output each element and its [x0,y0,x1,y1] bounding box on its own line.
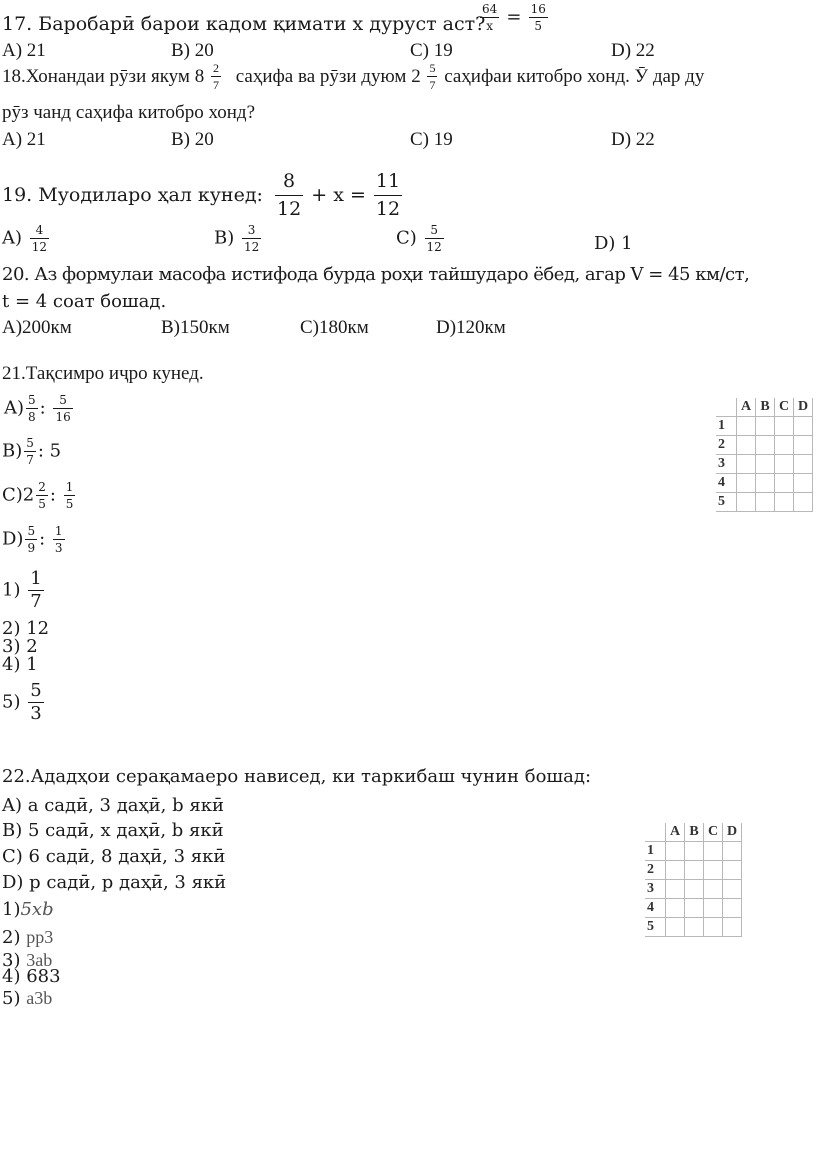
grid-cell[interactable] [775,455,794,474]
q22-item-a: A) a садӣ, 3 даҳӣ, b якӣ [2,795,224,816]
fraction: $\frac{3}{12}$ [243,223,260,254]
q20-option-d[interactable]: D)120км [436,317,506,338]
q22-answer-grid [645,823,742,937]
grid-cell[interactable] [794,436,813,455]
q21-answer-5: 5) $\frac{5}{3}$ [2,680,42,724]
grid-cell[interactable] [685,842,704,861]
grid-cell[interactable] [737,417,756,436]
fraction: $\frac{5}{12}$ [426,223,442,254]
q18-line1: 18.Хонандаи рӯзи якум 8 $\frac{2}{7}$ саҳифа ва рӯзи дуюм 2 $\frac{5}{7}$ саҳифаи китобро хонд. Ӯ дар ду [2,61,705,92]
q21-item-c: C)2 $\frac{2}{5}$ : $\frac{1}{5}$ [2,480,74,511]
fraction: $\frac{5}{16}$ [55,393,71,424]
grid-cell[interactable] [704,899,723,918]
grid-cell[interactable] [775,474,794,493]
q22-answer-5: 5) a3b [2,988,53,1009]
q21-answer-3: 3) 2 [2,636,38,657]
grid-cell[interactable] [756,474,775,493]
q22-answer-1: 1)5xb [2,899,54,920]
q17-text: 17. Баробарӣ барои кадом қимати x дуруст аст? [2,13,486,35]
grid-cell[interactable] [794,455,813,474]
grid-cell[interactable] [737,455,756,474]
grid-cell[interactable] [685,899,704,918]
q17-option-d[interactable]: D) 22 [611,40,655,61]
grid-cell[interactable] [723,899,742,918]
grid-row-header: 2 [716,436,737,455]
grid-cell[interactable] [723,880,742,899]
grid-row-header: 4 [716,474,737,493]
grid-cell[interactable] [685,880,704,899]
grid-cell[interactable] [666,861,685,880]
q21-answer-2: 2) 12 [2,618,50,639]
fraction: $\frac{11}{12}$ [375,170,401,220]
grid-cell[interactable] [666,899,685,918]
fraction: $\frac{5}{8}$ [28,393,36,424]
grid-cell[interactable] [685,918,704,937]
q20-option-b[interactable]: B)150км [161,317,230,338]
grid-cell[interactable] [666,842,685,861]
q21-item-d: D) $\frac{5}{9}$ : $\frac{1}{3}$ [2,524,63,555]
grid-row-header: 5 [645,918,666,937]
grid-row-header: 2 [645,861,666,880]
q21-answer-4: 4) 1 [2,654,38,675]
q21-answer-grid [716,398,813,512]
fraction: $\frac{64}{x}$ [482,2,498,33]
grid-cell[interactable] [756,455,775,474]
grid-row-header: 1 [645,842,666,861]
q19-equation-line: 19. Муодиларо ҳал кунед: $\frac{8}{12}$ + x = $\frac{11}{12}$ [2,170,401,220]
q19-option-b[interactable]: B) $\frac{3}{12}$ [214,223,260,254]
grid-cell[interactable] [666,880,685,899]
grid-cell[interactable] [794,474,813,493]
grid-cell[interactable] [704,842,723,861]
fraction: $\frac{5}{3}$ [30,680,42,724]
grid-row-header: 4 [645,899,666,918]
grid-col-header: A [666,823,685,842]
q22-answer-4: 4) 683 [2,966,61,987]
q22-item-c: C) 6 садӣ, 8 даҳӣ, 3 якӣ [2,846,226,867]
grid-cell[interactable] [704,918,723,937]
grid-corner [645,823,666,842]
fraction: $\frac{1}{5}$ [65,480,74,511]
q21-text: 21.Тақсимро иҷро кунед. [2,363,204,384]
q22-answer-2: 2) pp3 [2,927,54,948]
grid-col-header: C [704,823,723,842]
fraction: $\frac{5}{7}$ [429,61,436,92]
grid-col-header: B [685,823,704,842]
fraction: $\frac{5}{9}$ [27,524,36,555]
q19-option-c[interactable]: C) $\frac{5}{12}$ [396,223,442,254]
q17-equation: $\frac{64}{x}$ = $\frac{16}{5}$ [482,2,546,33]
grid-cell[interactable] [737,493,756,512]
q17-option-a[interactable]: A) 21 [2,40,46,61]
q21-answer-1: 1) $\frac{1}{7}$ [2,568,42,612]
grid-cell[interactable] [723,842,742,861]
fraction: $\frac{5}{7}$ [26,436,34,467]
grid-cell[interactable] [737,436,756,455]
grid-cell[interactable] [704,861,723,880]
grid-cell[interactable] [685,861,704,880]
grid-cell[interactable] [775,417,794,436]
q22-text: 22.Ададҳои серақамаеро нависед, ки таркибаш чунин бошад: [2,766,592,787]
grid-cell[interactable] [723,918,742,937]
grid-col-header: D [794,398,813,417]
q21-item-a: A) $\frac{5}{8}$ : $\frac{5}{16}$ [4,393,71,424]
grid-row-header: 1 [716,417,737,436]
fraction: $\frac{1}{3}$ [54,524,63,555]
grid-cell[interactable] [666,918,685,937]
q22-item-b: B) 5 садӣ, x даҳӣ, b якӣ [2,820,224,841]
grid-col-header: B [756,398,775,417]
q19-option-d[interactable]: D) 1 [594,233,633,254]
q22-item-d: D) p садӣ, p даҳӣ, 3 якӣ [2,872,227,893]
q20-line1: 20. Аз формулаи масофа истифода бурда роҳи тайшударо ёбед, агар V = 45 км/ст, [2,264,750,285]
grid-cell[interactable] [723,861,742,880]
grid-cell[interactable] [756,493,775,512]
q19-option-a[interactable]: A) $\frac{4}{12}$ [2,223,48,254]
q18-option-a[interactable]: A) 21 [2,129,46,150]
q21-item-b: B) $\frac{5}{7}$ : 5 [2,436,62,467]
grid-col-header: A [737,398,756,417]
grid-cell[interactable] [756,436,775,455]
q17-option-b[interactable]: B) 20 [171,40,214,61]
grid-cell[interactable] [756,417,775,436]
grid-cell[interactable] [794,493,813,512]
grid-row-header: 3 [716,455,737,474]
q17-option-c[interactable]: C) 19 [410,40,453,61]
grid-corner [716,398,737,417]
q20-line2: t = 4 соат бошад. [2,291,167,312]
grid-cell[interactable] [794,417,813,436]
fraction: $\frac{2}{5}$ [38,480,46,511]
q22-answer-3: 3) 3ab [2,950,53,971]
fraction: $\frac{8}{12}$ [277,170,302,220]
q18-option-b[interactable]: B) 20 [171,129,214,150]
fraction: $\frac{16}{5}$ [530,2,546,33]
grid-cell[interactable] [775,493,794,512]
q18-option-c[interactable]: C) 19 [410,129,453,150]
q20-option-a[interactable]: A)200км [2,317,72,338]
grid-cell[interactable] [737,474,756,493]
q18-option-d[interactable]: D) 22 [611,129,655,150]
fraction: $\frac{1}{7}$ [30,568,42,612]
fraction: $\frac{2}{7}$ [212,61,219,92]
grid-col-header: D [723,823,742,842]
q18-line2: рӯз чанд саҳифа китобро хонд? [2,102,256,123]
grid-row-header: 3 [645,880,666,899]
fraction: $\frac{4}{12}$ [31,223,48,254]
grid-col-header: C [775,398,794,417]
grid-cell[interactable] [704,880,723,899]
q20-option-c[interactable]: C)180км [300,317,369,338]
grid-row-header: 5 [716,493,737,512]
grid-cell[interactable] [775,436,794,455]
